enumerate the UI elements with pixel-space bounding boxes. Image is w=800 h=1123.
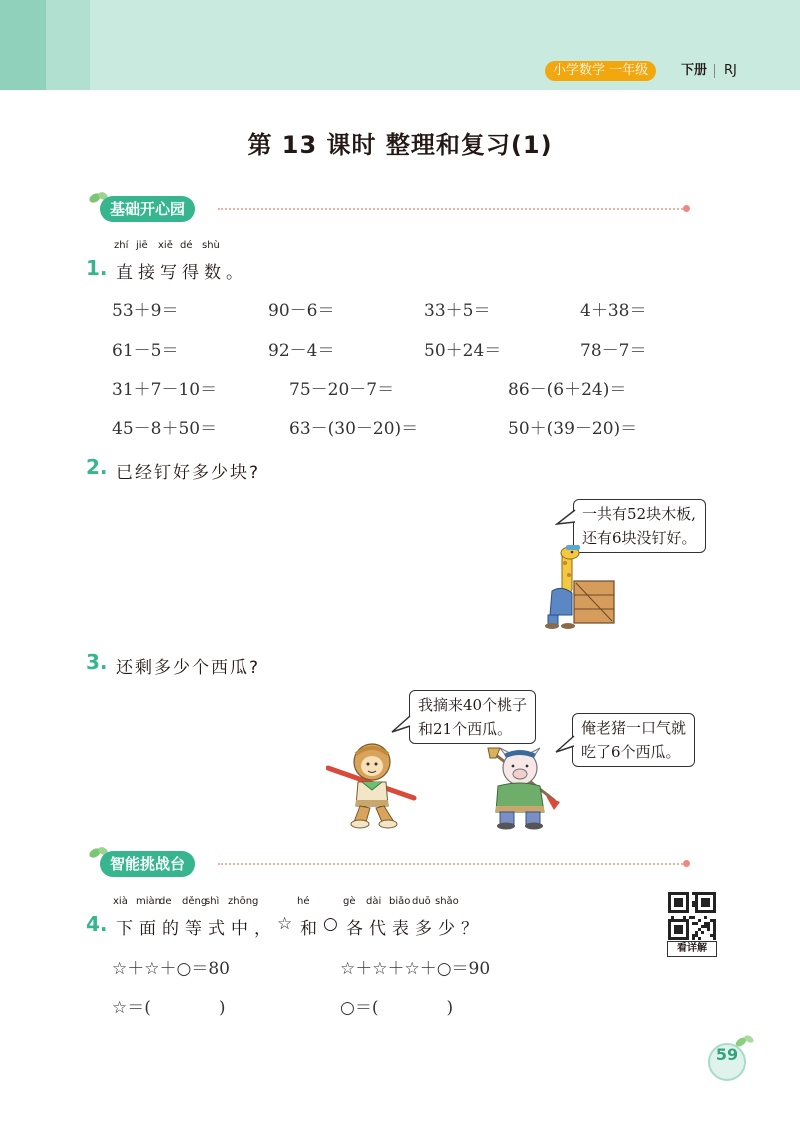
pinyin-syllable: jiē [136, 240, 148, 251]
section-header-basic [88, 188, 698, 222]
pinyin-syllable: shì [205, 896, 220, 907]
page-number-badge [708, 1043, 746, 1081]
q4-number: 4. [86, 912, 108, 936]
question-char: 多 [415, 919, 432, 939]
q3-text: 还剩多少个西瓜? [116, 658, 261, 678]
pinyin-syllable: zhí [114, 240, 129, 251]
giraffe-illustration [538, 545, 620, 629]
speech-bubble-monkey [409, 690, 536, 744]
question-char: 式 [208, 919, 225, 939]
pig-illustration [476, 746, 566, 830]
q2-text: 已经钉好多少块? [116, 463, 261, 483]
bubble-line: 一共有52块木板, [582, 505, 696, 523]
question-char: 下 [116, 919, 133, 939]
equation: 53＋9＝ [112, 301, 179, 321]
header-divider [714, 64, 715, 78]
pinyin-syllable: miàn [136, 896, 161, 907]
q1-text: 直接写得数。 [116, 263, 248, 283]
dotted-line [218, 863, 686, 865]
q1-number: 1. [86, 256, 108, 280]
bubble-line: 俺老猪一口气就 [581, 719, 687, 737]
answer-blank[interactable]: ○＝( ) [340, 998, 454, 1018]
pinyin-syllable: shǎo [435, 896, 459, 907]
equation: 78－7＝ [580, 341, 647, 361]
equation: 61－5＝ [112, 341, 179, 361]
pinyin-syllable: shù [202, 240, 220, 251]
pinyin-syllable: xiě [158, 240, 173, 251]
equation: 75－20－7＝ [289, 380, 395, 400]
pinyin-syllable: de [159, 896, 172, 907]
equation: ☆＋☆＋☆＋○＝90 [340, 959, 491, 979]
question-char: 面 [139, 919, 156, 939]
equation: 45－8＋50＝ [112, 419, 218, 439]
question-char: 少 [438, 919, 455, 939]
bubble-tail [390, 712, 412, 736]
end-dot [683, 860, 690, 867]
bubble-tail [555, 504, 579, 530]
pinyin-syllable: duō [412, 896, 431, 907]
header-stripe-dark [0, 0, 46, 90]
question-char: ○ [323, 914, 338, 934]
section-title-basic: 基础开心园 [100, 196, 195, 222]
edition-label: RJ [724, 63, 737, 78]
pinyin-syllable: gè [343, 896, 356, 907]
pinyin-syllable: biǎo [389, 896, 411, 907]
question-char: 表 [392, 919, 409, 939]
question-char: ？ [461, 919, 478, 939]
equation: 31＋7－10＝ [112, 380, 218, 400]
header-stripe-light [46, 0, 90, 90]
bubble-line: 和21个西瓜。 [418, 720, 513, 738]
bubble-line: 吃了6个西瓜。 [581, 743, 681, 761]
header-band [0, 0, 800, 90]
qr-code-icon[interactable] [668, 892, 716, 940]
equation: 92－4＝ [268, 341, 335, 361]
subject-label: 小学数学 一年级 [545, 61, 656, 81]
pinyin-syllable: děng [182, 896, 208, 907]
question-char: ☆ [277, 914, 293, 934]
equation: 90－6＝ [268, 301, 335, 321]
section-header-challenge [88, 843, 698, 877]
pinyin-syllable: hé [297, 896, 310, 907]
question-char: 代 [369, 919, 386, 939]
q3-number: 3. [86, 650, 108, 674]
section-title-challenge: 智能挑战台 [100, 851, 195, 877]
equation: 86－(6＋24)＝ [508, 380, 627, 400]
bubble-line: 我摘来40个桃子 [418, 696, 528, 714]
qr-label: 看详解 [667, 941, 717, 957]
pinyin-syllable: zhōng [228, 896, 259, 907]
dotted-line [218, 208, 686, 210]
equation: 50＋(39－20)＝ [508, 419, 638, 439]
q2-number: 2. [86, 455, 108, 479]
question-char: 等 [185, 919, 202, 939]
monkey-illustration [326, 738, 420, 830]
equation: 63－(30－20)＝ [289, 419, 419, 439]
question-char: 的 [162, 919, 179, 939]
page-number: 59 [715, 1045, 739, 1064]
volume-label: 下册 [681, 63, 708, 78]
question-char: ， [254, 919, 271, 939]
question-char: 和 [300, 919, 317, 939]
pinyin-syllable: xià [113, 896, 128, 907]
end-dot [683, 205, 690, 212]
bubble-line: 还有6块没钉好。 [582, 529, 697, 547]
pinyin-syllable: dài [366, 896, 382, 907]
question-char: 各 [346, 919, 363, 939]
page-title: 第 13 课时 整理和复习(1) [247, 131, 553, 159]
equation: 4＋38＝ [580, 301, 647, 321]
equation: ☆＋☆＋○＝80 [112, 959, 230, 979]
equation: 50＋24＝ [424, 341, 502, 361]
pinyin-syllable: dé [180, 240, 193, 251]
speech-bubble-pig [572, 713, 695, 767]
equation: 33＋5＝ [424, 301, 491, 321]
question-char: 中 [231, 919, 248, 939]
answer-blank[interactable]: ☆＝( ) [112, 998, 226, 1018]
